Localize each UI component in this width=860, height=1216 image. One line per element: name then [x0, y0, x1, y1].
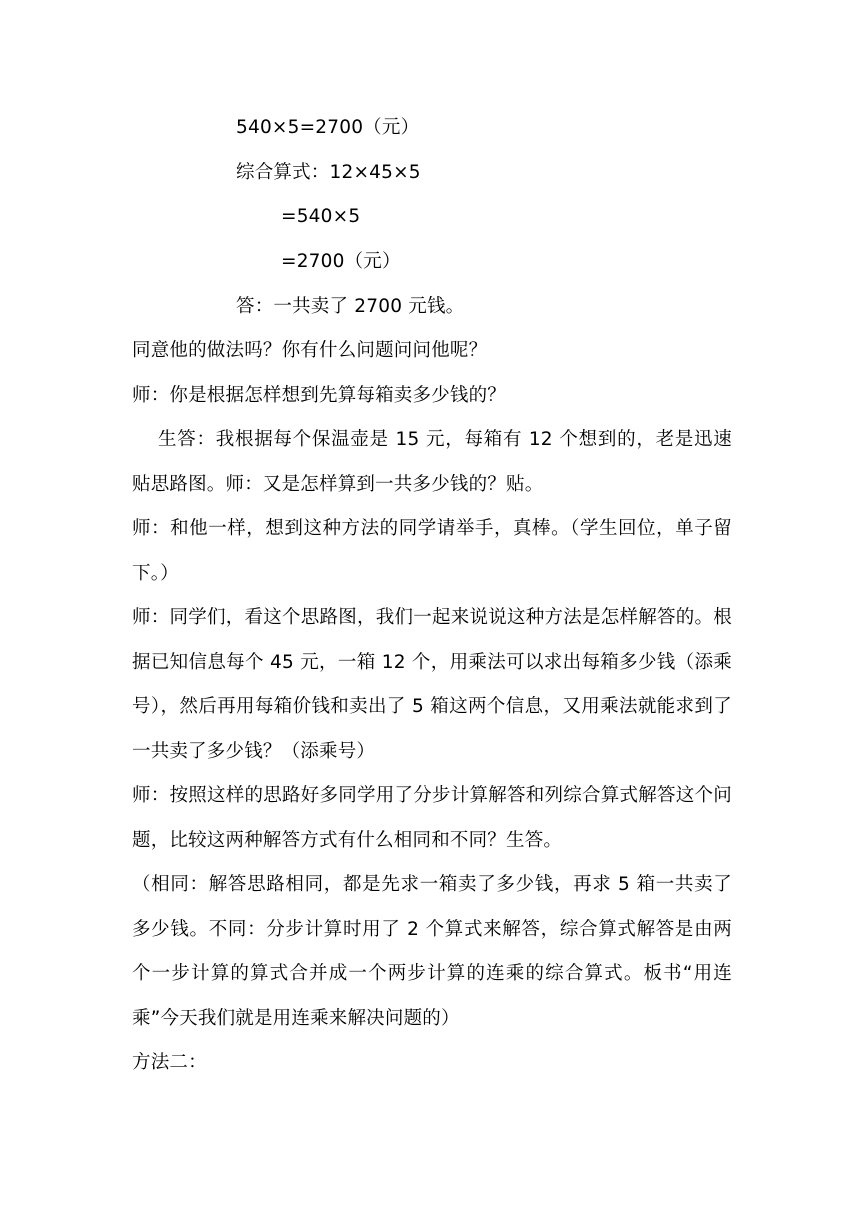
equation-line-1: =540×5	[281, 206, 361, 227]
paragraph-compare: 师：按照这样的思路好多同学用了分步计算解答和列综合算式解答这个问题，比较这两种解答方式有什么相同和不同？生答。	[132, 785, 732, 851]
answer-line: 答：一共卖了 2700 元钱。	[236, 296, 465, 317]
equation-line-2: =2700（元）	[281, 251, 401, 272]
calc-step-line: 540×5=2700（元）	[236, 117, 420, 138]
paragraph-teacher-ask: 师：你是根据怎样想到先算每箱卖多少钱的？	[132, 385, 507, 406]
paragraph-explanation: 师：同学们，看这个思路图，我们一起来说说这种方法是怎样解答的。根据已知信息每个 45 元，一箱 12 个，用乘法可以求出每箱多少钱（添乘号），然后再用每箱价钱和卖出了 5 箱这两个信息，又用乘法就能求到了一共卖了多少钱？（添乘号）	[132, 607, 732, 762]
paragraph-question: 同意他的做法吗？你有什么问题问问他呢？	[132, 340, 488, 361]
paragraph-method-two: 方法二：	[132, 1052, 207, 1073]
combined-formula-line: 综合算式：12×45×5	[236, 162, 421, 183]
paragraph-student-answer: 生答：我根据每个保温壶是 15 元，每箱有 12 个想到的，老是迅速贴思路图。师：又是怎样算到一共多少钱的？贴。	[132, 429, 732, 495]
paragraph-teacher-praise: 师：和他一样，想到这种方法的同学请举手，真棒。（学生回位，单子留下。）	[132, 518, 732, 584]
paragraph-summary: （相同：解答思路相同，都是先求一箱卖了多少钱，再求 5 箱一共卖了多少钱。不同：分步计算时用了 2 个算式来解答，综合算式解答是由两个一步计算的算式合并成一个两步计算的连乘的综合算式。板书“用连乘”今天我们就是用连乘来解决问题的）	[132, 874, 732, 1029]
